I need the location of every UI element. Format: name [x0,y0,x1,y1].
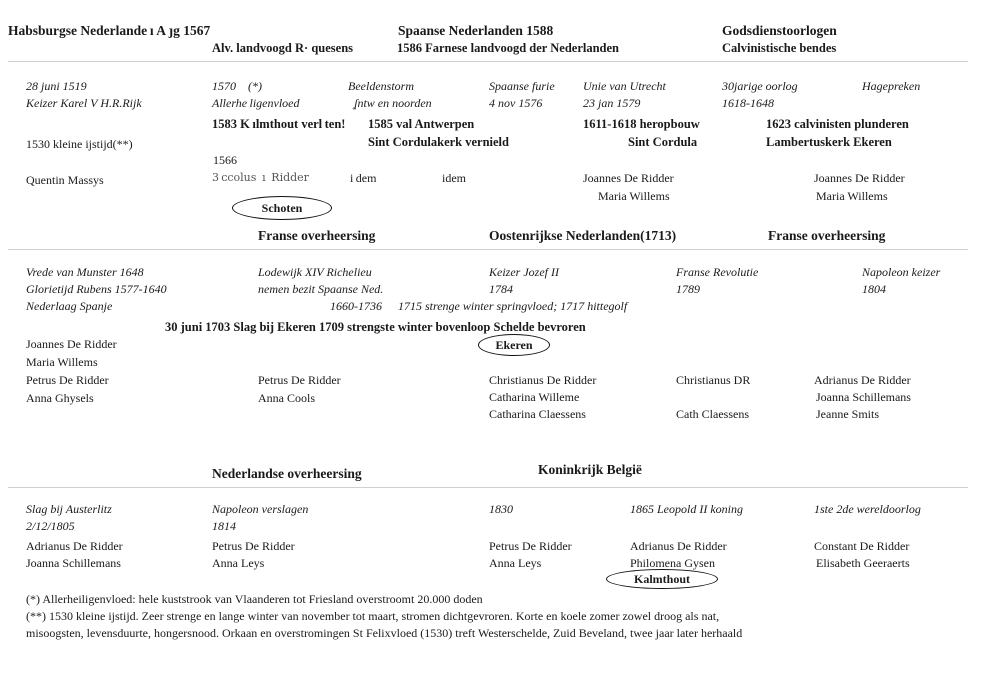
s1-p-joannes2: Joannes De Ridder [814,171,905,185]
s1-p-maria1: Maria Willems [598,189,670,203]
s2-i-lodewijk: Lodewijk XIV Richelieu [258,265,372,279]
s2-i-1660: 1660-1736 [330,299,382,313]
s3-i-1830: 1830 [489,502,513,516]
s2-i-rubens: Glorietijd Rubens 1577-1640 [26,282,167,296]
s2-p-christianus2: Christianus DR [676,373,751,387]
s2-p-joanna: Joanna Schillemans [816,390,911,404]
s3-h-belgie: Koninkrijk België [538,462,642,477]
s1-p-idem2: idem [442,171,466,185]
s3-p-anna1: Anna Leys [212,556,265,570]
s2-i-1784: 1784 [489,282,513,296]
s2-i-1789: 1789 [676,282,700,296]
s2-i-1715: 1715 strenge winter springvloed; 1717 hittegolf [398,299,628,313]
footnote-allerheiligenvloed: (*) Allerheiligenvloed: hele kuststrook van Vlaanderen tot Friesland overstroomt 20.000 doden [26,592,483,606]
s1-i-furie: Spaanse furie [489,79,555,93]
section-divider [8,249,968,250]
s2-h-franse1: Franse overheersing [258,228,376,243]
s1-p-joannes1: Joannes De Ridder [583,171,674,185]
s1-b-lambertus: Lambertuskerk Ekeren [766,135,892,149]
s2-i-revolutie: Franse Revolutie [676,265,759,279]
s1-i-1618: 1618-1648 [722,96,774,110]
s2-i-bezit: nemen bezit Spaanse Ned. [258,282,384,296]
footnote-ijstijd-line1: (**) 1530 kleine ijstijd. Zeer strenge en lange winter van november tot maart, stromen dichtgevroren. Korte en koele zomer zowel droog als nat, [26,609,720,623]
s3-p-philomena: Philomena Gysen [630,556,715,570]
s1-p-jacobus: 3 ᴄcolus ı Ridder [212,171,309,184]
s2-p-petrus1: Petrus De Ridder [26,373,109,387]
s2-i-munster: Vrede van Munster 1648 [26,265,144,279]
s1-p-quentin: Quentin Massys [26,173,104,187]
s1-i-unie: Unie van Utrecht [583,79,666,93]
s2-p-catharina2: Catharina Claessens [489,407,586,421]
s3-p-elisabeth: Elisabeth Geeraerts [816,556,910,570]
s1-h-godsdienst: Godsdienstoorlogen [722,23,837,38]
s2-i-napoleon: Napoleon keizer [862,265,941,279]
s1-b-antwerpen: 1585 val Antwerpen [368,117,475,131]
s1-h-habsburg: Habsburgse Nederlande ı A ȷg 1567 [8,23,211,38]
s1-b-cordulakerk: Sint Cordulakerk vernield [368,135,509,149]
s2-p-christianus1: Christianus De Ridder [489,373,597,387]
s3-i-verslagen: Napoleon verslagen [212,502,309,516]
s2-p-joannes: Joannes De Ridder [26,337,117,351]
s3-p-adrianus2: Adrianus De Ridder [630,539,727,553]
s3-i-austerlitz: Slag bij Austerlitz [26,502,112,516]
s2-p-catharina1: Catharina Willeme [489,390,580,404]
s1-i-hagepreken: Hagepreken [862,79,921,93]
s1-p-idem1: i dem [350,171,377,185]
s1-h-farnese: 1586 Farnese landvoogd der Nederlanden [397,41,619,55]
s1-p-maria2: Maria Willems [816,189,888,203]
s2-i-1804: 1804 [862,282,886,296]
s2-p-jeanne: Jeanne Smits [816,407,879,421]
s1-b-plunderen: 1623 calvinisten plunderen [766,117,909,131]
s3-p-anna2: Anna Leys [489,556,542,570]
section-divider [8,61,968,62]
s1-p-ijstijd: 1530 kleine ijstijd(**) [26,137,133,151]
s2-p-anna1: Anna Ghysels [26,391,94,405]
place-oval-ekeren: Ekeren [478,334,550,356]
s1-i-karel: Keizer Karel V H.R.Rijk [26,96,142,110]
s3-p-constant: Constant De Ridder [814,539,910,553]
s1-h-alva: Alv. landvoogd R· quesens [212,41,354,55]
s2-b-ekeren: 30 juni 1703 Slag bij Ekeren 1709 strengste winter bovenloop Schelde bevroren [165,320,586,334]
s2-p-anna2: Anna Cools [258,391,315,405]
s3-i-1814: 1814 [212,519,236,533]
s3-i-leopold: 1865 Leopold II koning [630,502,743,516]
s1-h-spaanse: Spaanse Nederlanden 1588 [398,23,554,38]
s3-p-petrus1: Petrus De Ridder [212,539,295,553]
s3-h-nederlandse: Nederlandse overheersing [212,466,362,481]
s1-i-beelden: Beeldenstorm [348,79,414,93]
s3-p-adrianus1: Adrianus De Ridder [26,539,123,553]
s1-i-antw: ʆntw en noorden [354,96,432,110]
s1-i-date1519: 28 juni 1519 [26,79,87,93]
place-oval-kalmthout: Kalmthout [606,569,718,589]
s1-i-uniedate: 23 jan 1579 [583,96,641,110]
s1-i-furiedate: 4 nov 1576 [489,96,543,110]
s2-i-jozef: Keizer Jozef II [489,265,559,279]
s1-b-heropbouw: 1611-1618 heropbouw [583,117,700,131]
section-divider [8,487,968,488]
s2-p-petrus2: Petrus De Ridder [258,373,341,387]
footnote-ijstijd-line2: misoogsten, levensduurte, hongersnood. Orkaan en overstromingen St Felixvloed (1530) treft Westerschelde, Zuid Beveland, twee jaar later herhaald [26,626,743,640]
s2-h-franse2: Franse overheersing [768,228,886,243]
s3-p-petrus2: Petrus De Ridder [489,539,572,553]
s2-p-adrianus: Adrianus De Ridder [814,373,911,387]
place-oval-schoten: Schoten [232,196,332,220]
s1-i-30jarige: 30jarige oorlog [722,79,798,93]
s1-i-allerh: Allerhe ligenvloed [212,96,300,110]
s1-b-cordula: Sint Cordula [628,135,698,149]
s3-i-wereldoorlog: 1ste 2de wereldoorlog [814,502,921,516]
s3-p-joanna: Joanna Schillemans [26,556,121,570]
s2-p-maria: Maria Willems [26,355,98,369]
s3-i-1805: 2/12/1805 [26,519,75,533]
s2-i-spanje: Nederlaag Spanje [26,299,113,313]
s2-h-oostenrijk: Oostenrijkse Nederlanden(1713) [489,228,677,243]
s1-p-1566: 1566 [213,153,237,167]
s1-h-calvin: Calvinistische bendes [722,41,837,55]
s1-b-kalmthout: 1583 K ılmthout verl ten! [212,117,346,131]
s1-i-1570: 1570 (*) [212,79,262,93]
s2-p-cath: Cath Claessens [676,407,749,421]
